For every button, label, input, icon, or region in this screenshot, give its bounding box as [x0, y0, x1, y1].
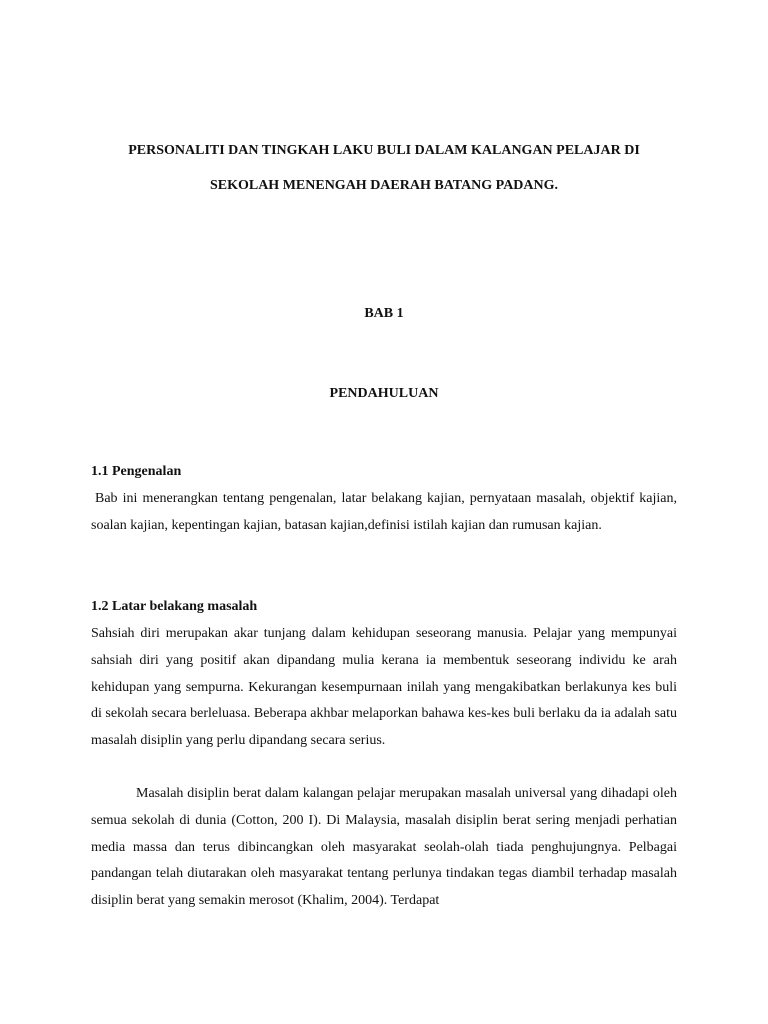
section-heading-pengenalan: 1.1 Pengenalan: [91, 464, 182, 479]
paragraph-latar-belakang-2: Masalah disiplin berat dalam kalangan pelajar merupakan masalah universal yang dihadapi oleh semua sekolah di dunia (Cotton, 200 I). Di Malaysia, masalah disiplin berat sering menjadi perhatian media massa dan terus dibincangkan oleh masyarakat seolah-olah tiada penghujungnya. Pelbagai pandangan telah diutarakan oleh masyarakat tentang perlunya tindakan tegas diambil terhadap masalah disiplin berat yang semakin merosot (Khalim, 2004). Terdapat: [91, 786, 677, 909]
paragraph-pengenalan: Bab ini menerangkan tentang pengenalan, latar belakang kajian, pernyataan masalah, objektif kajian, soalan kajian, kepentingan kajian, batasan kajian,definisi istilah kajian dan rumusan kajian.: [91, 491, 677, 533]
title-line-2: SEKOLAH MENENGAH DAERAH BATANG PADANG.: [209, 178, 559, 193]
chapter-title: PENDAHULUAN: [329, 386, 439, 401]
title-line-1: PERSONALITI DAN TINGKAH LAKU BULI DALAM KALANGAN PELAJAR DI: [128, 143, 640, 158]
chapter-number: BAB 1: [364, 306, 404, 321]
paragraph-latar-belakang-1: Sahsiah diri merupakan akar tunjang dalam kehidupan seseorang manusia. Pelajar yang mempunyai sahsiah diri yang positif akan dipandang mulia kerana ia membentuk seseorang individu ke arah kehidupan yang sempurna. Kekurangan kesempurnaan inilah yang mengakibatkan berlakunya kes buli di sekolah secara berleluasa. Beberapa akhbar melaporkan bahawa kes-kes buli berlaku da ia adalah satu masalah disiplin yang perlu dipandang secara serius.: [91, 626, 677, 749]
section-heading-latar-belakang: 1.2 Latar belakang masalah: [91, 599, 258, 614]
